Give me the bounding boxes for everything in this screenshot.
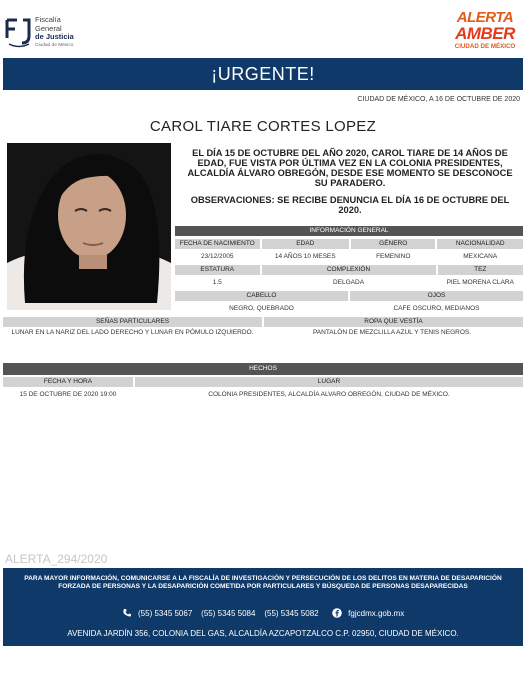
website-link[interactable]: fgjcdmx.gob.mx	[348, 609, 405, 618]
label-place: LUGAR	[135, 377, 523, 387]
footer-contacts	[3, 608, 523, 618]
value-marks: LUNAR EN LA NARIZ DEL LADO DERECHO Y LUNAR EN PÓMULO IZQUIERDO.	[11, 329, 254, 336]
label-age: EDAD	[262, 239, 349, 249]
value-birthdate: 23/12/2005	[200, 253, 234, 260]
label-complexion: TEZ	[438, 265, 524, 275]
fiscalia-line-3: de Justicia	[35, 32, 74, 41]
value-place: COLONIA PRESIDENTES, ALCALDÍA ALVARO OBREGÓN, CIUDAD DE MÉXICO.	[208, 391, 450, 398]
value-hair: NEGRO, QUEBRADO	[229, 305, 294, 312]
value-build: DELGADA	[332, 279, 365, 286]
label-nationality: NACIONALIDAD	[437, 239, 523, 249]
label-build: COMPLEXIÓN	[262, 265, 436, 275]
value-eyes: CAFE OSCURO, MEDIANOS	[393, 305, 480, 312]
value-complexion: PIEL MORENA CLARA	[446, 279, 514, 286]
urgent-banner: ¡URGENTE!	[3, 58, 523, 90]
fiscalia-line-1: Fiscalía	[35, 15, 61, 24]
label-height: ESTATURA	[175, 265, 260, 275]
general-info-title: INFORMACIÓN GENERAL	[175, 226, 523, 236]
phone-icon	[122, 608, 132, 618]
person-name: CAROL TIARE CORTES LOPEZ	[149, 118, 377, 135]
value-nationality: MEXICANA	[463, 253, 498, 260]
value-datetime: 15 DE OCTUBRE DE 2020 19:00	[19, 391, 117, 398]
footer	[3, 568, 523, 646]
label-marks: SEÑAS PARTICULARES	[3, 317, 262, 327]
amber-line-1: ALERTA	[456, 9, 514, 26]
date-line: CIUDAD DE MÉXICO, A 16 DE OCTUBRE DE 2020	[357, 96, 520, 103]
label-datetime: FECHA Y HORA	[3, 377, 133, 387]
phone-2[interactable]: (55) 5345 5084	[201, 609, 256, 618]
value-height: 1.5	[212, 279, 222, 286]
amber-line-3: CIUDAD DE MÉXICO	[454, 43, 516, 50]
label-eyes: OJOS	[350, 291, 523, 301]
alert-id: ALERTA_294/2020	[5, 552, 108, 566]
fiscalia-logo	[5, 14, 85, 56]
footer-address: AVENIDA JARDÍN 356, COLONIA DEL GAS, ALCALDÍA AZCAPOTZALCO C.P. 02950, CIUDAD DE MÉXICO.	[67, 629, 459, 638]
narrative-text: EL DÍA 15 DE OCTUBRE DEL AÑO 2020, CAROL TIARE DE 14 AÑOS DE EDAD, FUE VISTA POR ÚLTIMA VEZ EN LA COLONIA PRESIDENTES, ALCALDÍA ÁLVARO OBREGÓN, DESDE ESE MOMENTO SE DESCONOCE SU PARADERO.	[187, 148, 513, 188]
value-gender: FEMENINO	[376, 253, 411, 260]
label-clothing: ROPA QUE VESTÍA	[264, 317, 523, 327]
phone-3[interactable]: (55) 5345 5082	[264, 609, 319, 618]
fiscalia-emblem-icon	[5, 16, 33, 48]
amber-line-2: AMBER	[455, 24, 515, 43]
person-photo	[7, 143, 171, 310]
phone-1[interactable]: (55) 5345 5067	[138, 609, 193, 618]
footer-info: PARA MAYOR INFORMACIÓN, COMUNICARSE A LA FISCALÍA DE INVESTIGACIÓN Y PERSECUCIÓN DE LOS DELITOS EN MATERIA DE DESAPARICIÓN FORZADA DE PERSONAS Y LA DESAPARICIÓN COMETIDA POR PARTICULARES Y BÚSQUEDA DE PERSONAS DESAPARECIDAS	[24, 575, 502, 590]
alerta-amber-logo	[445, 10, 525, 56]
value-clothing: PANTALÓN DE MEZCLILLA AZUL Y TENIS NEGROS.	[312, 329, 472, 336]
label-gender: GÉNERO	[351, 239, 436, 249]
hechos-title: HECHOS	[3, 363, 523, 375]
fiscalia-line-2: General	[35, 23, 62, 33]
fiscalia-sub: Ciudad de México	[35, 42, 74, 48]
observations-text: OBSERVACIONES: SE RECIBE DENUNCIA EL DÍA 16 DE OCTUBRE DEL 2020.	[190, 195, 510, 215]
value-age: 14 AÑOS 10 MESES	[274, 253, 336, 260]
label-hair: CABELLO	[175, 291, 348, 301]
facebook-icon	[332, 608, 342, 618]
label-birthdate: FECHA DE NACIMIENTO	[175, 239, 260, 249]
